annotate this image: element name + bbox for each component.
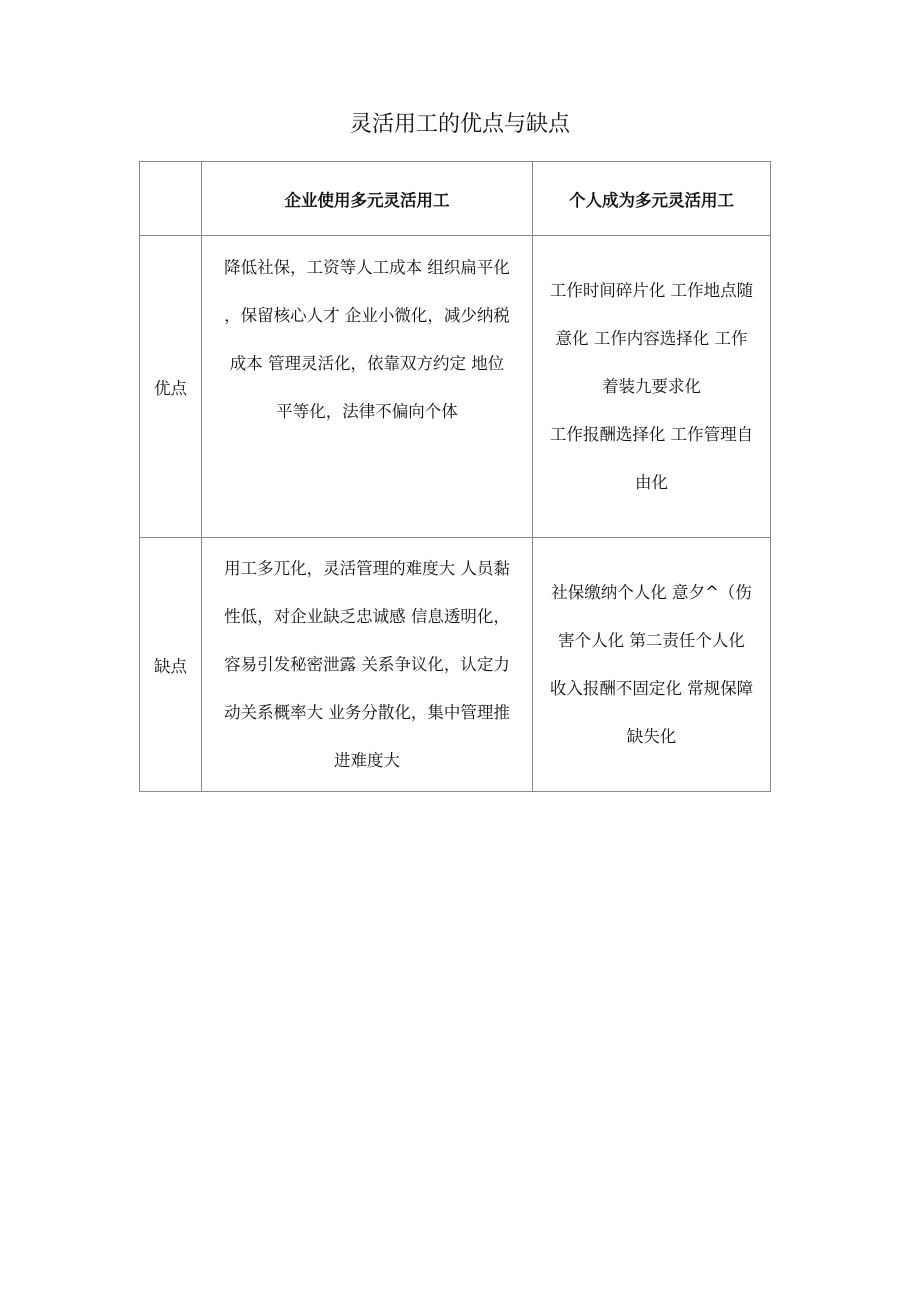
text-line: 用工多兀化，灵活管理的难度大 人员黏 [224, 558, 510, 578]
pros-cons-table [139, 161, 771, 792]
table-row-cons [140, 538, 771, 792]
header-enterprise: 企业使用多元灵活用工 [202, 162, 533, 236]
table-header-row [140, 162, 771, 236]
text-line: 由化 [635, 472, 668, 492]
text-line: 害个人化 第二责任个人化 [558, 630, 745, 650]
text-line: 降低社保，工资等人工成本 组织扁平化 [224, 258, 510, 277]
header-individual: 个人成为多元灵活用工 [533, 162, 771, 236]
text-line: 容易引发秘密泄露 关系争议化，认定力 [224, 654, 510, 674]
text-line: 意化 工作内容选择化 工作 [555, 328, 748, 348]
cons-enterprise-cell [202, 538, 533, 792]
text-line: 工作报酬选择化 工作管理自 [549, 424, 754, 444]
text-line: 平等化，法律不偏向个体 [276, 402, 458, 421]
text-line: 性低，对企业缺乏忠诚感 信息透明化， [224, 606, 510, 626]
text-line: 工作时间碎片化 工作地点随 [549, 280, 754, 300]
text-line: 缺失化 [626, 726, 677, 746]
pros-individual-cell [533, 236, 771, 538]
text-line: ，保留核心人才 企业小微化，减少纳税 [224, 306, 510, 325]
table-row-pros [140, 236, 771, 538]
text-line: 进难度大 [334, 750, 400, 770]
row-label-cons: 缺点 [140, 538, 202, 792]
text-line: 收入报酬不固定化 常规保障 [549, 678, 754, 698]
cons-individual-cell [533, 538, 771, 792]
text-line: 着装九要求化 [602, 376, 701, 396]
row-label-pros: 优点 [140, 236, 202, 538]
header-empty [140, 162, 202, 236]
document-title: 灵活用工的优点与缺点 [349, 112, 570, 137]
text-line: 动关系概率大 业务分散化，集中管理推 [224, 702, 510, 722]
text-line: 成本 管理灵活化，依靠双方约定 地位 [229, 354, 505, 373]
text-line: 社保缴纳个人化 意夕^（伤 [551, 582, 752, 602]
pros-enterprise-cell [202, 236, 533, 538]
